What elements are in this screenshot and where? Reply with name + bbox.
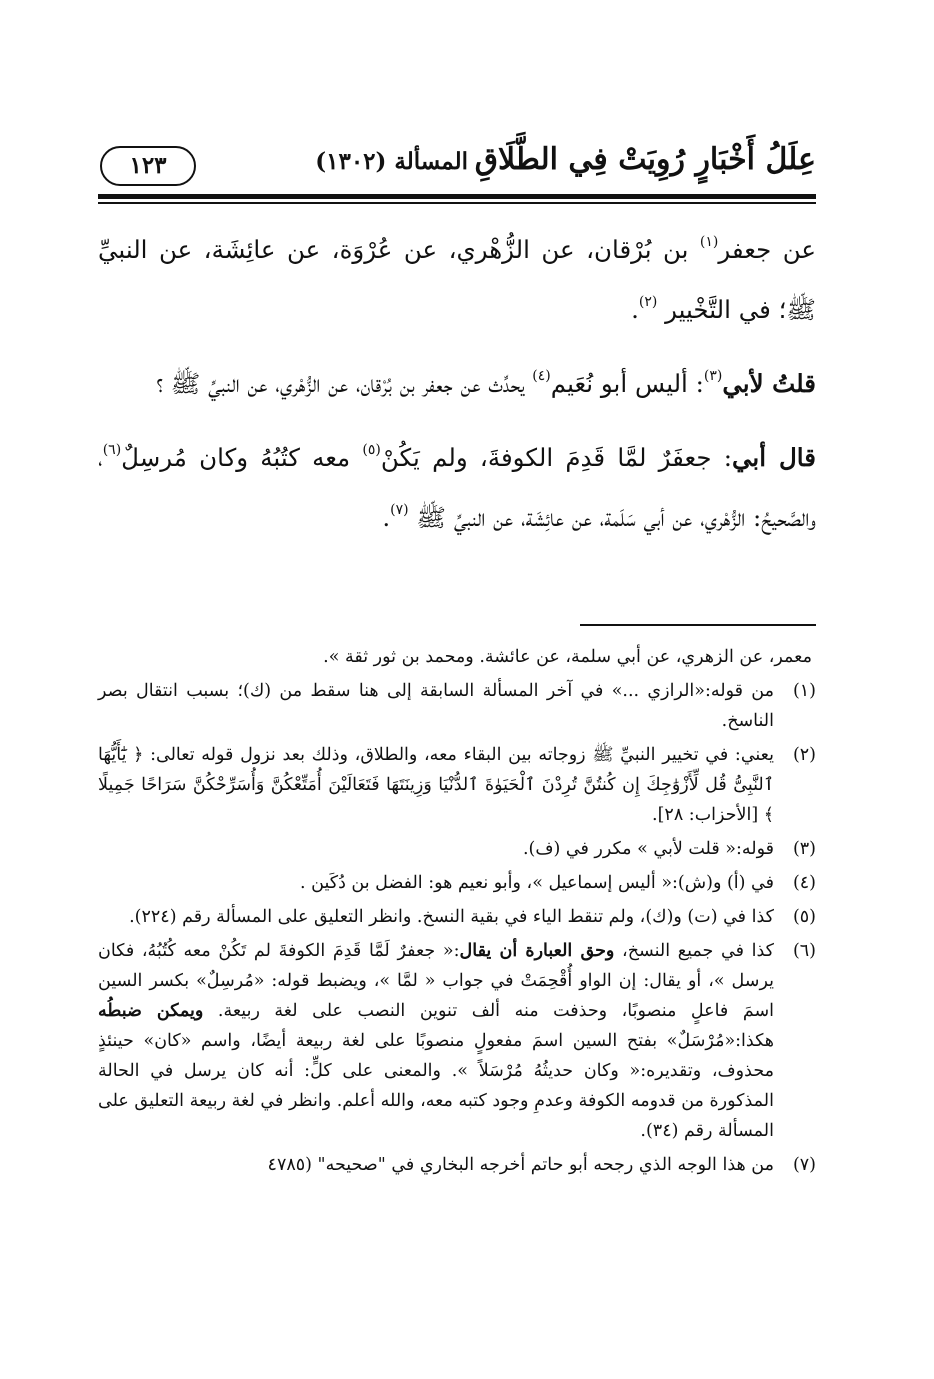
footnote-number: (١) xyxy=(792,681,816,701)
footnote-number: (٥) xyxy=(792,907,816,927)
header-rule-thick xyxy=(98,194,816,199)
footnote-text xyxy=(98,936,774,1146)
book-title: عِلَلُ أَخْبَارٍ رُوِيَتْ فِي الطَّلَاقِ xyxy=(474,142,816,177)
speaker-label: قلتُ لأبي xyxy=(722,369,816,398)
paragraph-answer xyxy=(98,430,816,550)
footnote-item xyxy=(98,676,816,736)
main-text xyxy=(98,222,816,564)
paragraph-chain xyxy=(98,222,816,342)
text-run: . xyxy=(382,503,391,532)
footnote-number: (٦) xyxy=(792,941,816,961)
footnote-item xyxy=(98,834,816,864)
footnote-ref[interactable]: (١) xyxy=(699,234,719,250)
footnote-text: كذا في (ت) و(ك)، ولم تنقط الياء في بقية النسخ. وانظر التعليق على المسألة رقم (٢٢٤). xyxy=(129,907,774,927)
bold-run: وحق العبارة أن يقال xyxy=(459,941,615,961)
paragraph-question xyxy=(98,356,816,416)
speaker-label: قال أبي xyxy=(732,443,816,472)
text-run: معه كتُبُهُ وكان مُرسِلٌ xyxy=(121,443,363,472)
footnote-ref[interactable]: (٦) xyxy=(102,442,122,458)
bold-run: ويمكن ضبطُه xyxy=(98,1001,204,1021)
footnote-number: (٧) xyxy=(792,1155,816,1175)
text-run: كذا في جميع النسخ، xyxy=(614,941,774,961)
text-run: . xyxy=(631,295,639,324)
footnote-ref[interactable]: (٣) xyxy=(703,368,723,384)
text-run: بن بُرْقان، عن الزُّهْري، عن عُرْوَة، عن عائِشَة، عن النبيِّ ﷺ؛ في التَّخْيير xyxy=(98,235,816,324)
footnote-text: من قوله:«الرازي ...» في آخر المسألة السابقة إلى هنا سقط من (ك)؛ بسبب انتقال بصر الناسخ. xyxy=(98,681,774,731)
text-run: :« جعفرٌ لَمَّا قَدِمَ الكوفةَ لم تَكُنْ معه كُتُبُهُ، فكان يرسل »، أو يقال: إن الواو أُقْحِمَتْ في جواب « لمَّا »، ويضبط قوله: «مُرسِلٌ» بكسر السين اسمَ فاعلٍ منصوبًا، وحذفت منه ألف تنوين النصب على لغة ربيعة. xyxy=(98,941,775,1021)
text-run: : جعفَرٌ لمَّا قَدِمَ الكوفةَ، ولم يَكُنْ xyxy=(380,443,732,472)
footnote-item xyxy=(98,936,816,1146)
issue-label: المسألة (١٣٠٢) xyxy=(315,148,468,175)
footnotes xyxy=(98,642,816,1184)
footnote-number: (٢) xyxy=(792,745,816,765)
footnote-ref[interactable]: (٢) xyxy=(638,294,658,310)
footnote-ref[interactable]: (٤) xyxy=(532,368,551,384)
text-run: يحدِّث عن جعفر بن بُرْقان، عن الزُّهْري، عن النبيِّ ﷺ ؟ xyxy=(156,369,533,398)
footnote-separator xyxy=(580,624,816,626)
text-run: عن جعفر xyxy=(718,235,817,264)
footnote-text: يعني: في تخيير النبيِّ ﷺ زوجاته بين البقاء معه، والطلاق، وذلك بعد نزول قوله تعالى: ﴿ يَٰٓأَيُّهَا ٱلنَّبِىُّ قُل لِّأَزْوَٰجِكَ إِن كُنتُنَّ تُرِدْنَ ٱلْحَيَوٰةَ ٱلدُّنْيَا وَزِينَتَهَا فَتَعَالَيْنَ أُمَتِّعْكُنَّ وَأُسَرِّحْكُنَّ سَرَاحًا جَمِيلًا ﴾ [الأحزاب: ٢٨]. xyxy=(98,745,774,825)
footnote-number: (٤) xyxy=(792,873,816,893)
running-header xyxy=(98,142,816,186)
footnote-item xyxy=(98,740,816,830)
page-number: ١٢٣ xyxy=(100,146,196,186)
text-run: ، والصَّحيحُ: الزُّهْري، عن أبي سَلَمة، عن عائِشَة، عن النبيِّ ﷺ xyxy=(98,443,816,532)
header-rule-thin xyxy=(98,202,816,204)
footnote-text: قوله:« قلت لأبي » مكرر في (ف). xyxy=(522,839,774,859)
text-run: : أليس أبو نُعَيم xyxy=(550,369,704,398)
text-run: هكذا:«مُرْسَلٌ» بفتح السين اسمَ مفعولٍ منصوبًا على لغة ربيعة أيضًا، واسم «كان» حينئذٍ محذوف، وتقديره:« وكان حديثُهُ مُرْسَلاً ». والمعنى على كلٍّ: أنه كان يرسل في الحالة المذكورة من قدومه الكوفة وعدمِ وجود كتبه معه، والله أعلم. وانظر في لغة ربيعة التعليق على المسألة رقم (٣٤). xyxy=(98,1031,774,1141)
footnote-item xyxy=(98,1150,816,1180)
footnote-text: في (أ) و(ش):« أليس إسماعيل »، وأبو نعيم هو: الفضل بن دُكَين . xyxy=(300,873,774,893)
footnote-item xyxy=(98,868,816,898)
footnote-ref[interactable]: (٥) xyxy=(362,442,381,458)
footnote-item xyxy=(98,902,816,932)
footnote-text: من هذا الوجه الذي رجحه أبو حاتم أخرجه البخاري في "صحيحه" (٤٧٨٥ xyxy=(267,1155,774,1175)
footnote-number: (٣) xyxy=(792,839,816,859)
footnote-continuation: معمر، عن الزهري، عن أبي سلمة، عن عائشة. ومحمد بن ثور ثقة ». xyxy=(323,647,812,667)
footnote-ref[interactable]: (٧) xyxy=(390,502,409,518)
